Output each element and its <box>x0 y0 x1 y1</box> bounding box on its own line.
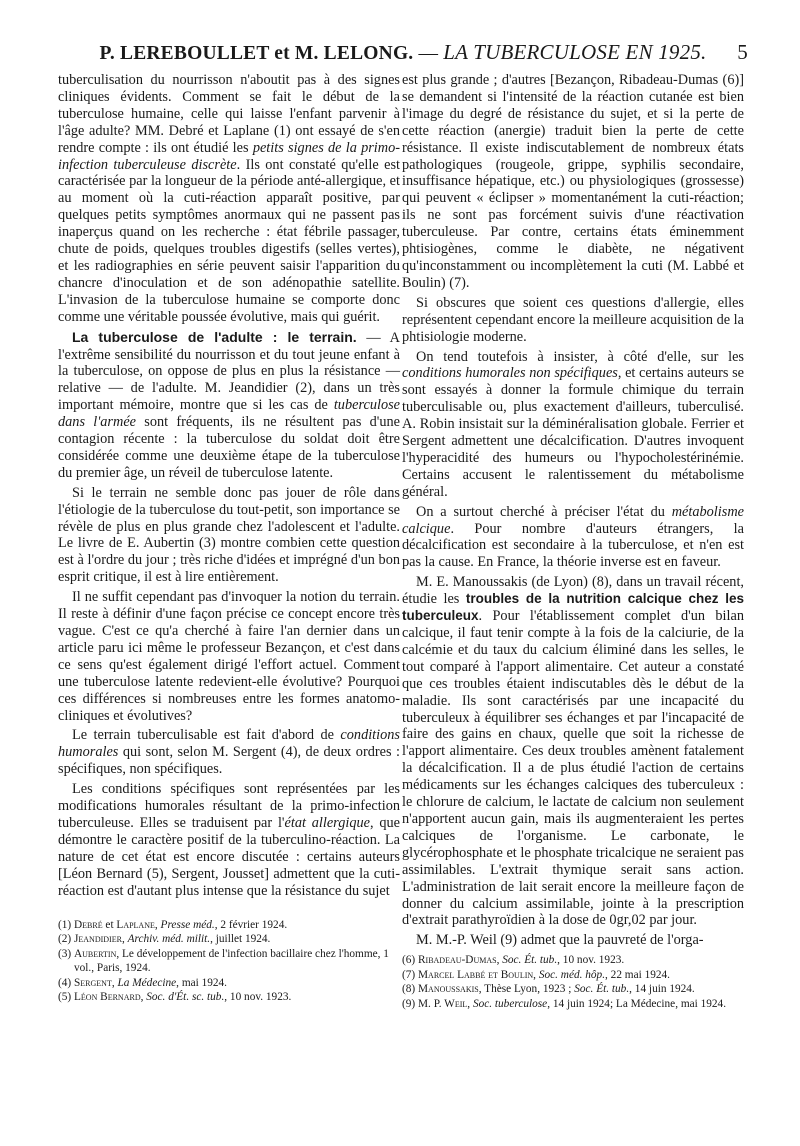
left-column <box>58 72 400 1005</box>
bold-phrase: troubles de la nutrition calcique chez les tuberculeux <box>402 591 745 624</box>
footnotes <box>402 953 744 1011</box>
paragraph: La tuberculose de l'adulte : le terrain. — A l'extrême sensibilité du nourrisson et du tout jeune enfant à la tuberculose, on oppose de plus en plus la résistance — relative — de l'adulte. M. Jeandidier (2), dans un très important mémoire, montre que si les cas de tuberculose dans l'armée sont fréquents, ils ne résultent pas d'une contagion récente : la tuberculose du soldat doit être considérée comme une deuxième étape de la tuberculose du premier âge, un réveil de tuberculose latente. <box>58 328 400 481</box>
footnote: (6) Ribadeau-Dumas, Soc. Ét. tub., 10 nov. 1923. <box>402 954 625 967</box>
footnote: (2) Jeandidier, Archiv. méd. milit., juillet 1924. <box>58 933 271 945</box>
footnote: (9) M. P. Weil, Soc. tuberculose, 14 juin 1924; La Médecine, mai 1924. <box>402 997 727 1010</box>
right-column <box>402 72 744 1011</box>
page-number: 5 <box>737 40 748 64</box>
paragraph: Si le terrain ne semble donc pas jouer de rôle dans l'étiologie de la tuberculose du tout-petit, son importance se révèle de plus en plus grande chez l'adolescent et l'adulte. Le livre de E. Aubertin (3) montre combien cette question est à l'ordre du jour ; très riche d'idées et imprégné d'un bon esprit critique, il est à lire entièrement. <box>58 484 400 586</box>
paragraph: On a surtout cherché à préciser l'état du métabolisme calcique. Pour nombre d'auteurs étrangers, la décalcification est secondaire à la tuberculose, et n'en est pas la cause. En France, la théorie inverse est en faveur. <box>402 503 744 571</box>
footnote: (5) Léon Bernard, Soc. d'Ét. sc. tub., 10 nov. 1923. <box>58 991 292 1003</box>
paragraph: Les conditions spécifiques sont représentées par les modifications humorales résultant de la primo-infection tuberculeuse. Elles se traduisent par l'état allergique, que démontre le caractère positif de la tuberculino-réaction. La nature de cet état est encore discutée : certains auteurs [Léon Bernard (5), Sergent, Jousset] admettent que la cuti-réaction est d'autant plus intense que la résistance du sujet <box>58 781 401 899</box>
footnote: (4) Sergent, La Médecine, mai 1924. <box>58 976 228 989</box>
footnote: (7) Marcel Labbé et Boulin, Soc. méd. hôp., 22 mai 1924. <box>402 968 670 981</box>
header-dash: — <box>413 43 444 64</box>
footnote: (8) Manoussakis, Thèse Lyon, 1923 ; Soc. Ét. tub., 14 juin 1924. <box>402 983 695 996</box>
paragraph: On tend toutefois à insister, à côté d'elle, sur les conditions humorales non spécifiques, et certains auteurs se sont essayés à donner la formule chimique du terrain tuberculisable ou, plus exactement d'ailleurs, tuberculisé. A. Robin insistait sur la déminéralisation globale. Ferrier et Sergent admettent une décalcification. D'autres invoquent l'hyperacidité des humeurs ou l'hypocholestérinémie. Certains accusent le ralentissement du métabolisme général. <box>402 348 744 500</box>
footnote: (3) Aubertin, Le développement de l'infection bacillaire chez l'homme, 1 vol., Paris, 1924. <box>58 947 389 974</box>
header-authors: P. LEREBOULLET et M. LELONG. <box>99 43 414 64</box>
paragraph: tuberculisation du nourrisson n'aboutit pas à des signes cliniques évidents. Comment se fait le début de la tuberculose humaine, celle qui laisse l'enfant parvenir à l'âge adulte? MM. Debré et Laplane (1) ont essayé de s'en rendre compte : ils ont étudié les petits signes de la primo-infection tuberculeuse discrète. Ils ont constaté qu'elle est caractérisée par la longueur de la période anté-allergique, et au moment où la cuti-réaction apparaît positive, par quelques petits symptômes anormaux qui ne passent pas inaperçus quand on les recherche : état fébrile passager, chute de poids, quelques troubles digestifs (selles vertes), et les radiographies en série peuvent saisir l'apparition du chancre d'inoculation et de son adénopathie satellite. L'invasion de la tuberculose humaine se comporte donc comme une véritable poussée évolutive, mais qui guérit. <box>58 72 401 325</box>
section-heading: La tuberculose de l'adulte : le terrain. <box>72 328 357 345</box>
paragraph: Si obscures que soient ces questions d'allergie, elles représentent cependant encore la meilleure acquisition de la phtisiologie moderne. <box>402 294 744 345</box>
header-title: LA TUBERCULOSE EN 1925. <box>443 40 707 64</box>
footnotes <box>58 918 400 1005</box>
paragraph: est plus grande ; d'autres [Bezançon, Ribadeau-Dumas (6)] se demandent si l'intensité de la réaction cutanée est bien l'image du degré de résistance du sujet, et si la perte de cette réaction (anergie) traduit bien la perte de cette résistance. Il existe indiscutablement de nombreux états pathologiques (rougeole, grippe, syphilis secondaire, insuffisance hépatique, etc.) ou physiologiques (grossesse) qui peuvent « éclipser » momentanément la cuti-réaction; ils ne sont pas forcément suivis d'une réactivation tuberculeuse. Par contre, certains états éminemment phtisiogènes, comme le diabète, ne négativent qu'inconstamment ou incomplètement la cuti (M. Labbé et Boulin) (7). <box>402 72 744 291</box>
paragraph: Le terrain tuberculisable est fait d'abord de conditions humorales qui sont, selon M. Sergent (4), de deux ordres : spécifiques, non spécifiques. <box>58 727 400 778</box>
paragraph: M. M.-P. Weil (9) admet que la pauvreté de l'orga- <box>416 932 704 949</box>
running-header <box>58 40 748 65</box>
paragraph: Il ne suffit cependant pas d'invoquer la notion du terrain. Il reste à définir d'une façon précise ce concept encore très vague. C'est ce qu'a cherché à faire l'an dernier dans un article paru ici même le professeur Bezançon, et c'est dans ce sens qu'est également dirigé l'effort actuel. Comment une tuberculose latente redevient-elle évolutive? Pourquoi ces différences si nombreuses entre les formes anatomo-cliniques et évolutives? <box>58 589 400 724</box>
paragraph: M. E. Manoussakis (de Lyon) (8), dans un travail récent, étudie les troubles de la nutrition calcique chez les tuberculeux. Pour l'établissement complet d'un bilan calcique, il faut tenir compte à la fois de la calciurie, de la calcémie et du taux du calcium éliminé dans les selles, le tout comparé à l'apport alimentaire. Cet auteur a constaté que ces troubles étaient indiscutables dès le début de la maladie. Ils sont caractérisés par une incapacité du tuberculeux à équilibrer ses échanges et par l'incapacité de faire des gains en chaux, quelle que soit la richesse de l'apport alimentaire. Ces deux troubles amènent fatalement la décalcification. Il a de plus étudié l'action de certains médicaments sur les échanges calciques des tuberculeux : le chlorure de calcium, le lactate de calcium non seulement n'apportent aucun gain, mais ils augmenteraient les pertes calciques de l'organisme. Le carbonate, le glycérophosphate et le phosphate tricalcique ne seraient pas assimilables. L'extrait thymique serait sans action. L'administration de lait serait encore la meilleure façon de donner du calcium assimilable, jointe à la prescription d'extrait parathyroïdien à la dose de 0gr,02 par jour. <box>402 574 745 929</box>
footnote: (1) Debré et Laplane, Presse méd., 2 février 1924. <box>58 918 288 931</box>
